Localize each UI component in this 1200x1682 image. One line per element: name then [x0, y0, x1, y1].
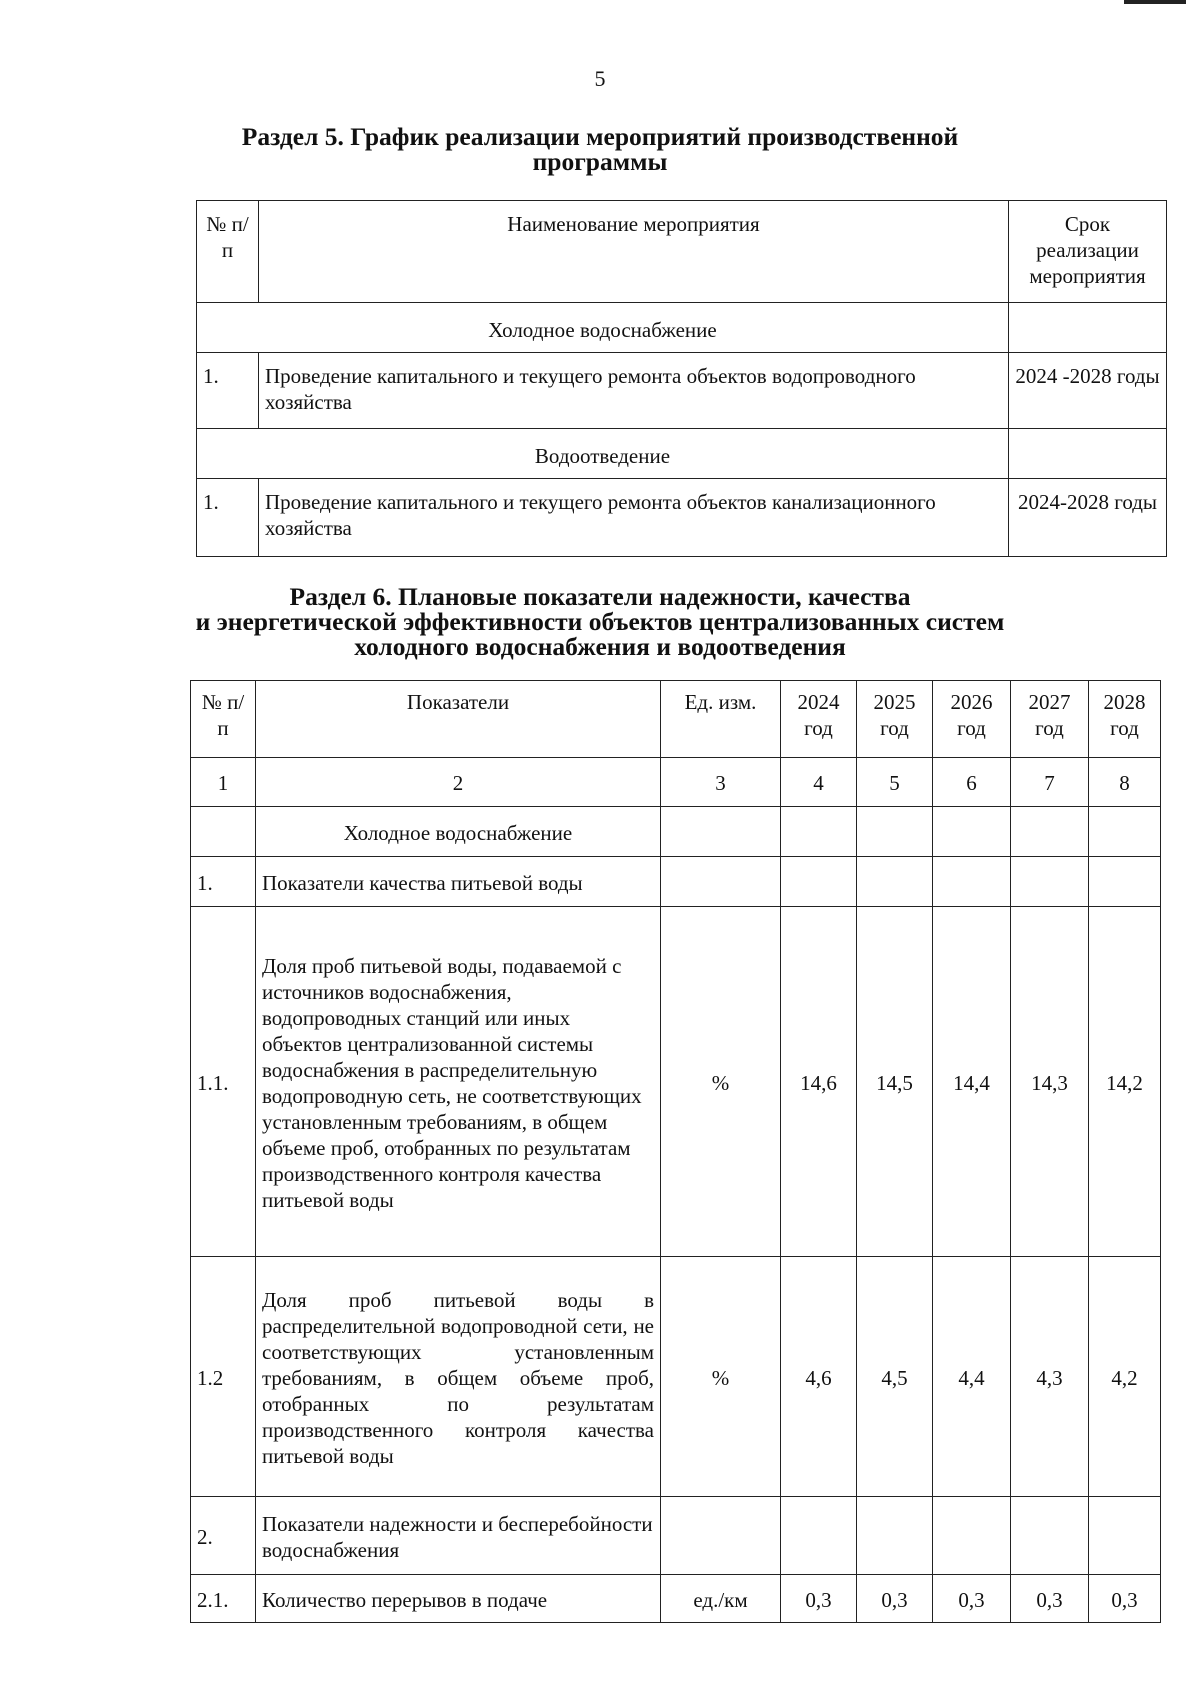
- column-number: 3: [661, 758, 781, 807]
- row-term: 2024 -2028 годы: [1009, 353, 1167, 429]
- row-value-2027: [1011, 857, 1089, 907]
- row-name: Доля проб питьевой воды в распределительной водопроводной сети, не соответствующих установленным требованиям, в общем объеме проб, отобранных по результатам производственного контроля качества питьевой воды: [256, 1257, 661, 1497]
- section6-title-line1: Раздел 6. Плановые показатели надежности, качества: [289, 582, 911, 611]
- row-value-2026: 0,3: [933, 1575, 1011, 1623]
- row-value-2027: 14,3: [1011, 907, 1089, 1257]
- table-row: [197, 353, 1167, 429]
- row-value-2025: 0,3: [857, 1575, 933, 1623]
- col-header-term: Срок реализации мероприятия: [1009, 201, 1167, 303]
- table-row: [191, 1575, 1161, 1623]
- table-row: [191, 857, 1161, 907]
- col-header-2027: 2027 год: [1011, 681, 1089, 758]
- row-value-2025: [857, 1497, 933, 1575]
- column-number: 4: [781, 758, 857, 807]
- row-num: 1.: [191, 857, 256, 907]
- row-value-2027: 4,3: [1011, 1257, 1089, 1497]
- empty-cell: [933, 807, 1011, 857]
- row-value-2024: [781, 1497, 857, 1575]
- section5-table: [196, 200, 1167, 557]
- empty-cell: [781, 807, 857, 857]
- col-header-2028: 2028 год: [1089, 681, 1161, 758]
- row-value-2026: 4,4: [933, 1257, 1011, 1497]
- row-value-2026: 14,4: [933, 907, 1011, 1257]
- scan-corner-mark: [1124, 0, 1186, 4]
- row-num: 1.: [197, 353, 259, 429]
- row-name: Доля проб питьевой воды, подаваемой с источников водоснабжения, водопроводных станций или иных объектов централизованной системы водоснабжения в распределительную водопроводную сеть, не соответствующих установленным требованиям, в общем объеме проб, отобранных по результатам производственного контроля качества питьевой воды: [256, 907, 661, 1257]
- table-row: [191, 1497, 1161, 1575]
- row-num: 1.1.: [191, 907, 256, 1257]
- empty-cell: [857, 807, 933, 857]
- row-value-2027: [1011, 1497, 1089, 1575]
- column-number: 1: [191, 758, 256, 807]
- page-number: 5: [594, 66, 606, 91]
- row-term: 2024-2028 годы: [1009, 479, 1167, 557]
- section6-title-line3: холодного водоснабжения и водоотведения: [354, 632, 846, 661]
- section6-title: [0, 584, 1200, 659]
- empty-cell: [1011, 807, 1089, 857]
- row-num: 1.2: [191, 1257, 256, 1497]
- column-number: 5: [857, 758, 933, 807]
- row-name: Показатели надежности и бесперебойности водоснабжения: [256, 1497, 661, 1575]
- col-header-2024: 2024 год: [781, 681, 857, 758]
- empty-cell: [191, 807, 256, 857]
- row-name: Показатели качества питьевой воды: [256, 857, 661, 907]
- row-name: Проведение капитального и текущего ремонта объектов канализационного хозяйства: [259, 479, 1009, 557]
- group-term-empty: [1009, 303, 1167, 353]
- section5-title: [0, 124, 1200, 174]
- row-value-2026: [933, 1497, 1011, 1575]
- row-value-2025: 14,5: [857, 907, 933, 1257]
- table-row: [197, 479, 1167, 557]
- row-unit: [661, 857, 781, 907]
- row-num: 2.1.: [191, 1575, 256, 1623]
- col-header-name: Наименование мероприятия: [259, 201, 1009, 303]
- row-name: Количество перерывов в подаче: [256, 1575, 661, 1623]
- group-title: Холодное водоснабжение: [197, 303, 1009, 353]
- row-unit: [661, 1497, 781, 1575]
- group-title: Холодное водоснабжение: [256, 807, 661, 857]
- column-number-row: [191, 758, 1161, 807]
- col-header-2025: 2025 год: [857, 681, 933, 758]
- section5-title-line1: Раздел 5. График реализации мероприятий производственной: [241, 122, 959, 151]
- row-name: Проведение капитального и текущего ремонта объектов водопроводного хозяйства: [259, 353, 1009, 429]
- column-number: 8: [1089, 758, 1161, 807]
- table-row: [191, 907, 1161, 1257]
- row-value-2028: [1089, 1497, 1161, 1575]
- row-value-2024: 14,6: [781, 907, 857, 1257]
- row-unit: ед./км: [661, 1575, 781, 1623]
- row-unit: %: [661, 907, 781, 1257]
- row-value-2028: 14,2: [1089, 907, 1161, 1257]
- column-number: 2: [256, 758, 661, 807]
- row-value-2028: 4,2: [1089, 1257, 1161, 1497]
- row-value-2025: 4,5: [857, 1257, 933, 1497]
- empty-cell: [661, 807, 781, 857]
- row-value-2025: [857, 857, 933, 907]
- group-row-sewerage: [197, 429, 1167, 479]
- section5-header-row: [197, 201, 1167, 303]
- column-number: 7: [1011, 758, 1089, 807]
- row-value-2027: 0,3: [1011, 1575, 1089, 1623]
- row-num: 2.: [191, 1497, 256, 1575]
- row-value-2024: 0,3: [781, 1575, 857, 1623]
- row-value-2028: [1089, 857, 1161, 907]
- group-row-water-supply: [197, 303, 1167, 353]
- table-row: [191, 1257, 1161, 1497]
- group-row-water-supply: [191, 807, 1161, 857]
- row-unit: %: [661, 1257, 781, 1497]
- row-num: 1.: [197, 479, 259, 557]
- section6-header-row: [191, 681, 1161, 758]
- col-header-unit: Ед. изм.: [661, 681, 781, 758]
- col-header-num: № п/п: [197, 201, 259, 303]
- section6-table: [190, 680, 1161, 1623]
- section5-title-line2: программы: [532, 147, 668, 176]
- group-title: Водоотведение: [197, 429, 1009, 479]
- row-value-2024: 4,6: [781, 1257, 857, 1497]
- row-value-2024: [781, 857, 857, 907]
- col-header-indicator: Показатели: [256, 681, 661, 758]
- group-term-empty: [1009, 429, 1167, 479]
- row-value-2026: [933, 857, 1011, 907]
- row-value-2028: 0,3: [1089, 1575, 1161, 1623]
- col-header-2026: 2026 год: [933, 681, 1011, 758]
- col-header-num: № п/п: [191, 681, 256, 758]
- column-number: 6: [933, 758, 1011, 807]
- section6-title-line2: и энергетической эффективности объектов централизованных систем: [195, 607, 1005, 636]
- empty-cell: [1089, 807, 1161, 857]
